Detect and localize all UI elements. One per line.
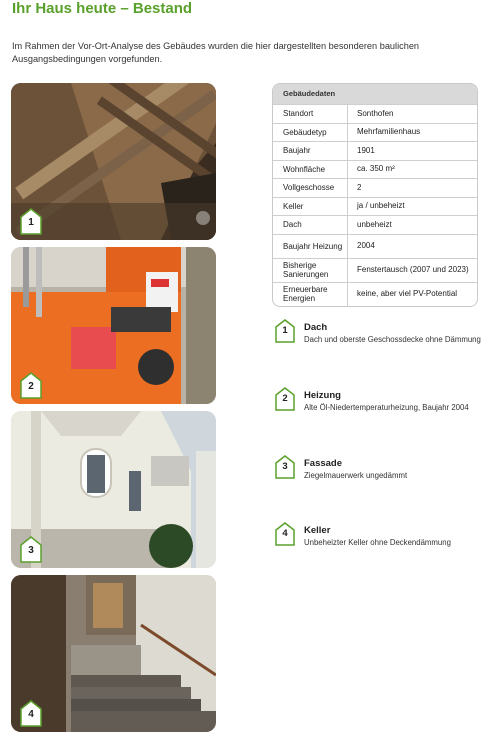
table-key: Erneuerbare Energien bbox=[273, 283, 348, 306]
legend-title: Fassade bbox=[304, 458, 343, 469]
table-value: 1901 bbox=[357, 145, 375, 155]
legend-badge bbox=[275, 387, 295, 411]
table-key: Baujahr bbox=[273, 142, 348, 160]
table-row bbox=[273, 215, 477, 234]
legend-desc: Dach und oberste Geschossdecke ohne Dämmung bbox=[304, 335, 481, 344]
table-key: Standort bbox=[273, 105, 348, 123]
legend-badge bbox=[275, 455, 295, 479]
legend-title: Dach bbox=[304, 322, 328, 333]
legend-number: 1 bbox=[282, 325, 288, 336]
table-key: Wohnfläche bbox=[273, 161, 348, 179]
photo-basement bbox=[11, 575, 216, 732]
building-data-table bbox=[272, 83, 478, 307]
table-key: Baujahr Heizung bbox=[273, 235, 348, 258]
table-key: Bisherige Sanierungen bbox=[273, 259, 348, 282]
table-key: Vollgeschosse bbox=[273, 179, 348, 197]
table-value: keine, aber viel PV-Potential bbox=[357, 289, 458, 298]
table-row bbox=[273, 141, 477, 160]
photo-badge-number: 3 bbox=[28, 545, 34, 556]
table-row bbox=[273, 197, 477, 216]
table-row bbox=[273, 282, 477, 306]
legend-desc: Alte Öl-Niedertemperaturheizung, Baujahr 2004 bbox=[304, 403, 469, 412]
photo-roof bbox=[11, 83, 216, 240]
legend-badge bbox=[275, 522, 295, 546]
photo-badge bbox=[20, 372, 42, 399]
table-row bbox=[273, 258, 477, 282]
legend-desc: Ziegelmauerwerk ungedämmt bbox=[304, 471, 408, 480]
legend-title: Keller bbox=[304, 525, 331, 536]
photo-badge bbox=[20, 700, 42, 727]
photo-badge bbox=[20, 208, 42, 235]
photo-badge-number: 1 bbox=[28, 217, 34, 228]
photo-heating bbox=[11, 247, 216, 404]
table-value: 2004 bbox=[357, 241, 375, 250]
table-value: Fenstertausch (2007 und 2023) bbox=[357, 265, 469, 274]
photo-badge-number: 2 bbox=[28, 381, 34, 392]
table-value: ca. 350 m² bbox=[357, 164, 395, 174]
table-key: Gebäudetyp bbox=[273, 124, 348, 142]
table-row bbox=[273, 104, 477, 123]
photo-badge-number: 4 bbox=[28, 709, 34, 720]
table-value: Sonthofen bbox=[357, 108, 394, 118]
photo-facade bbox=[11, 411, 216, 568]
legend-number: 4 bbox=[282, 528, 288, 539]
page-title: Ihr Haus heute – Bestand bbox=[12, 0, 193, 17]
table-row bbox=[273, 178, 477, 197]
table-row bbox=[273, 123, 477, 142]
table-key: Dach bbox=[273, 216, 348, 234]
legend-number: 2 bbox=[282, 393, 288, 404]
photo-badge bbox=[20, 536, 42, 563]
table-value: Mehrfamilienhaus bbox=[357, 127, 421, 137]
legend-badge bbox=[275, 319, 295, 343]
intro-text: Im Rahmen der Vor-Ort-Analyse des Gebäudes wurden die hier dargestellten besonderen baulichen Ausgangsbedingungen vorgefunden. bbox=[12, 41, 420, 64]
legend-desc: Unbeheizter Keller ohne Deckendämmung bbox=[304, 538, 451, 547]
table-value: unbeheizt bbox=[357, 219, 392, 229]
legend-number: 3 bbox=[282, 461, 288, 472]
table-row bbox=[273, 160, 477, 179]
table-header: Gebäudedaten bbox=[273, 84, 477, 104]
table-value: 2 bbox=[357, 182, 362, 192]
table-row bbox=[273, 234, 477, 258]
table-key: Keller bbox=[273, 198, 348, 216]
table-value: ja / unbeheizt bbox=[357, 201, 405, 211]
legend-title: Heizung bbox=[304, 390, 341, 401]
